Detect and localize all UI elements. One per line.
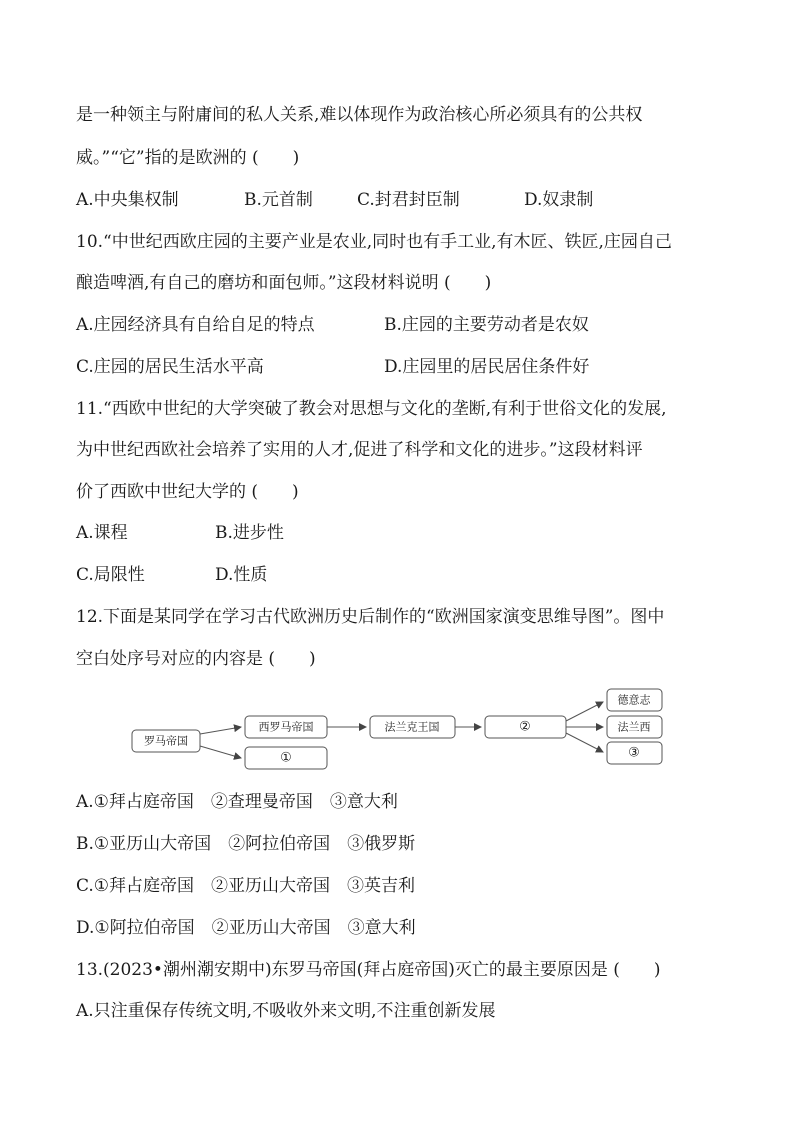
node-western-roman-empire: 西罗马帝国 <box>258 720 314 734</box>
q10-option-b: B.庄园的主要劳动者是农奴 <box>384 315 589 335</box>
q9-stem-line-2: 威。”“它”指的是欧洲的 ( ) <box>76 148 300 168</box>
arrow-rome-to-west <box>200 727 241 734</box>
node-frankish-kingdom: 法兰克王国 <box>384 720 440 734</box>
arrow-rome-to-blank1 <box>200 746 241 758</box>
q10-stem-line-1: 10.“中世纪西欧庄园的主要产业是农业,同时也有手工业,有木匠、铁匠,庄园自己 <box>76 232 672 252</box>
q9-option-c: C.封君封臣制 <box>357 190 460 210</box>
q11-stem-line-2: 为中世纪西欧社会培养了实用的人才,促进了科学和文化的进步。”这段材料评 <box>76 440 643 460</box>
node-blank-2: ② <box>519 719 531 735</box>
europe-evolution-mind-map <box>130 686 670 774</box>
q11-stem-line-1: 11.“西欧中世纪的大学突破了教会对思想与文化的垄断,有利于世俗文化的发展, <box>76 399 667 419</box>
q10-option-d: D.庄园里的居民居住条件好 <box>384 357 590 377</box>
q11-option-d: D.性质 <box>215 565 268 585</box>
arrow-blank2-to-germany <box>566 702 603 721</box>
q9-option-b: B.元首制 <box>244 190 313 210</box>
node-france: 法兰西 <box>617 720 651 734</box>
q11-option-c: C.局限性 <box>76 565 145 585</box>
q9-option-a: A.中央集权制 <box>76 190 179 210</box>
q11-option-a: A.课程 <box>76 523 128 543</box>
q13-option-a: A.只注重保存传统文明,不吸收外来文明,不注重创新发展 <box>76 1001 496 1021</box>
q12-option-d: D.①阿拉伯帝国 ②亚历山大帝国 ③意大利 <box>76 918 416 938</box>
q12-stem-line-2: 空白处序号对应的内容是 ( ) <box>76 649 316 669</box>
node-blank-3: ③ <box>628 745 640 761</box>
q12-option-b: B.①亚历山大帝国 ②阿拉伯帝国 ③俄罗斯 <box>76 834 416 854</box>
q12-stem-line-1: 12.下面是某同学在学习古代欧洲历史后制作的“欧洲国家演变思维导图”。图中 <box>76 607 665 627</box>
q9-stem-line-1: 是一种领主与附庸间的私人关系,难以体现作为政治核心所必须具有的公共权 <box>76 105 643 125</box>
q10-option-a: A.庄园经济具有自给自足的特点 <box>76 315 315 335</box>
q10-option-c: C.庄园的居民生活水平高 <box>76 357 264 377</box>
q12-option-a: A.①拜占庭帝国 ②查理曼帝国 ③意大利 <box>76 792 398 812</box>
q13-stem-line-1: 13.(2023•潮州潮安期中)东罗马帝国(拜占庭帝国)灭亡的最主要原因是 ( ) <box>76 960 661 980</box>
node-blank-1: ① <box>280 750 292 766</box>
q10-stem-line-2: 酿造啤酒,有自己的磨坊和面包师。”这段材料说明 ( ) <box>76 273 492 293</box>
q12-option-c: C.①拜占庭帝国 ②亚历山大帝国 ③英吉利 <box>76 876 416 896</box>
q11-stem-line-3: 价了西欧中世纪大学的 ( ) <box>76 482 299 502</box>
q11-option-b: B.进步性 <box>215 523 284 543</box>
q9-option-d: D.奴隶制 <box>524 190 594 210</box>
node-germany: 德意志 <box>617 693 651 707</box>
node-roman-empire: 罗马帝国 <box>144 734 188 748</box>
arrow-blank2-to-blank3 <box>566 733 603 752</box>
